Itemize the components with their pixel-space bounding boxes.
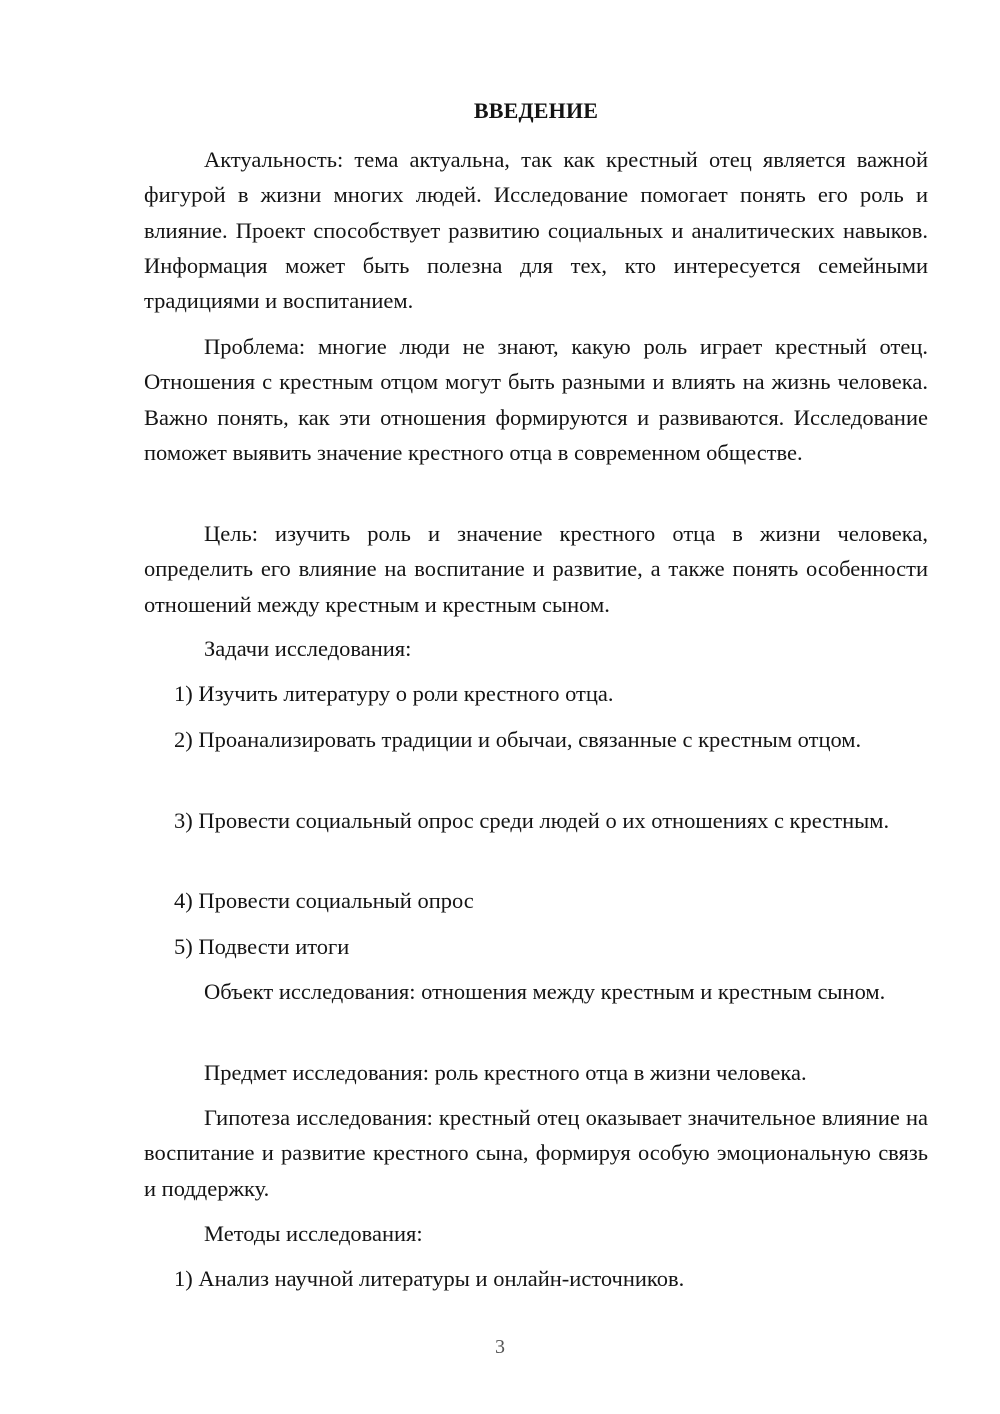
- object-paragraph: Объект исследования: отношения между крестным и крестным сыном.: [204, 979, 886, 1004]
- task-item-2: 2) Проанализировать традиции и обычаи, связанные с крестным отцом.: [174, 727, 862, 752]
- problem-paragraph: Проблема: многие люди не знают, какую роль играет крестный отец. Отношения с крестным отцом могут быть разными и влиять на жизнь человека. Важно понять, как эти отношения формируются и развиваются. Исследование поможет выявить значение крестного отца в современном обществе.: [144, 334, 928, 465]
- task-item-1: 1) Изучить литературу о роли крестного отца.: [174, 681, 614, 706]
- task-item-3: 3) Провести социальный опрос среди людей о их отношениях с крестным.: [174, 808, 890, 833]
- page-number: 3: [495, 1336, 505, 1358]
- tasks-heading: Задачи исследования:: [204, 636, 412, 661]
- methods-heading: Методы исследования:: [204, 1221, 423, 1246]
- goal-paragraph: Цель: изучить роль и значение крестного отца в жизни человека, определить его влияние на воспитание и развитие, а также понять особенности отношений между крестным и крестным сыном.: [144, 521, 928, 617]
- hypothesis-paragraph: Гипотеза исследования: крестный отец оказывает значительное влияние на воспитание и развитие крестного сына, формируя особую эмоциональную связь и поддержку.: [144, 1105, 928, 1201]
- subject-paragraph: Предмет исследования: роль крестного отца в жизни человека.: [204, 1060, 807, 1085]
- task-item-4: 4) Провести социальный опрос: [174, 888, 474, 913]
- task-item-5: 5) Подвести итоги: [174, 934, 350, 959]
- method-item-1: 1) Анализ научной литературы и онлайн-источников.: [174, 1266, 685, 1291]
- page-heading: ВВЕДЕНИЕ: [473, 98, 599, 123]
- relevance-paragraph: Актуальность: тема актуальна, так как крестный отец является важной фигурой в жизни многих людей. Исследование помогает понять его роль и влияние. Проект способствует развитию социальных и аналитических навыков. Информация может быть полезна для тех, кто интересуется семейными традициями и воспитанием.: [144, 147, 928, 314]
